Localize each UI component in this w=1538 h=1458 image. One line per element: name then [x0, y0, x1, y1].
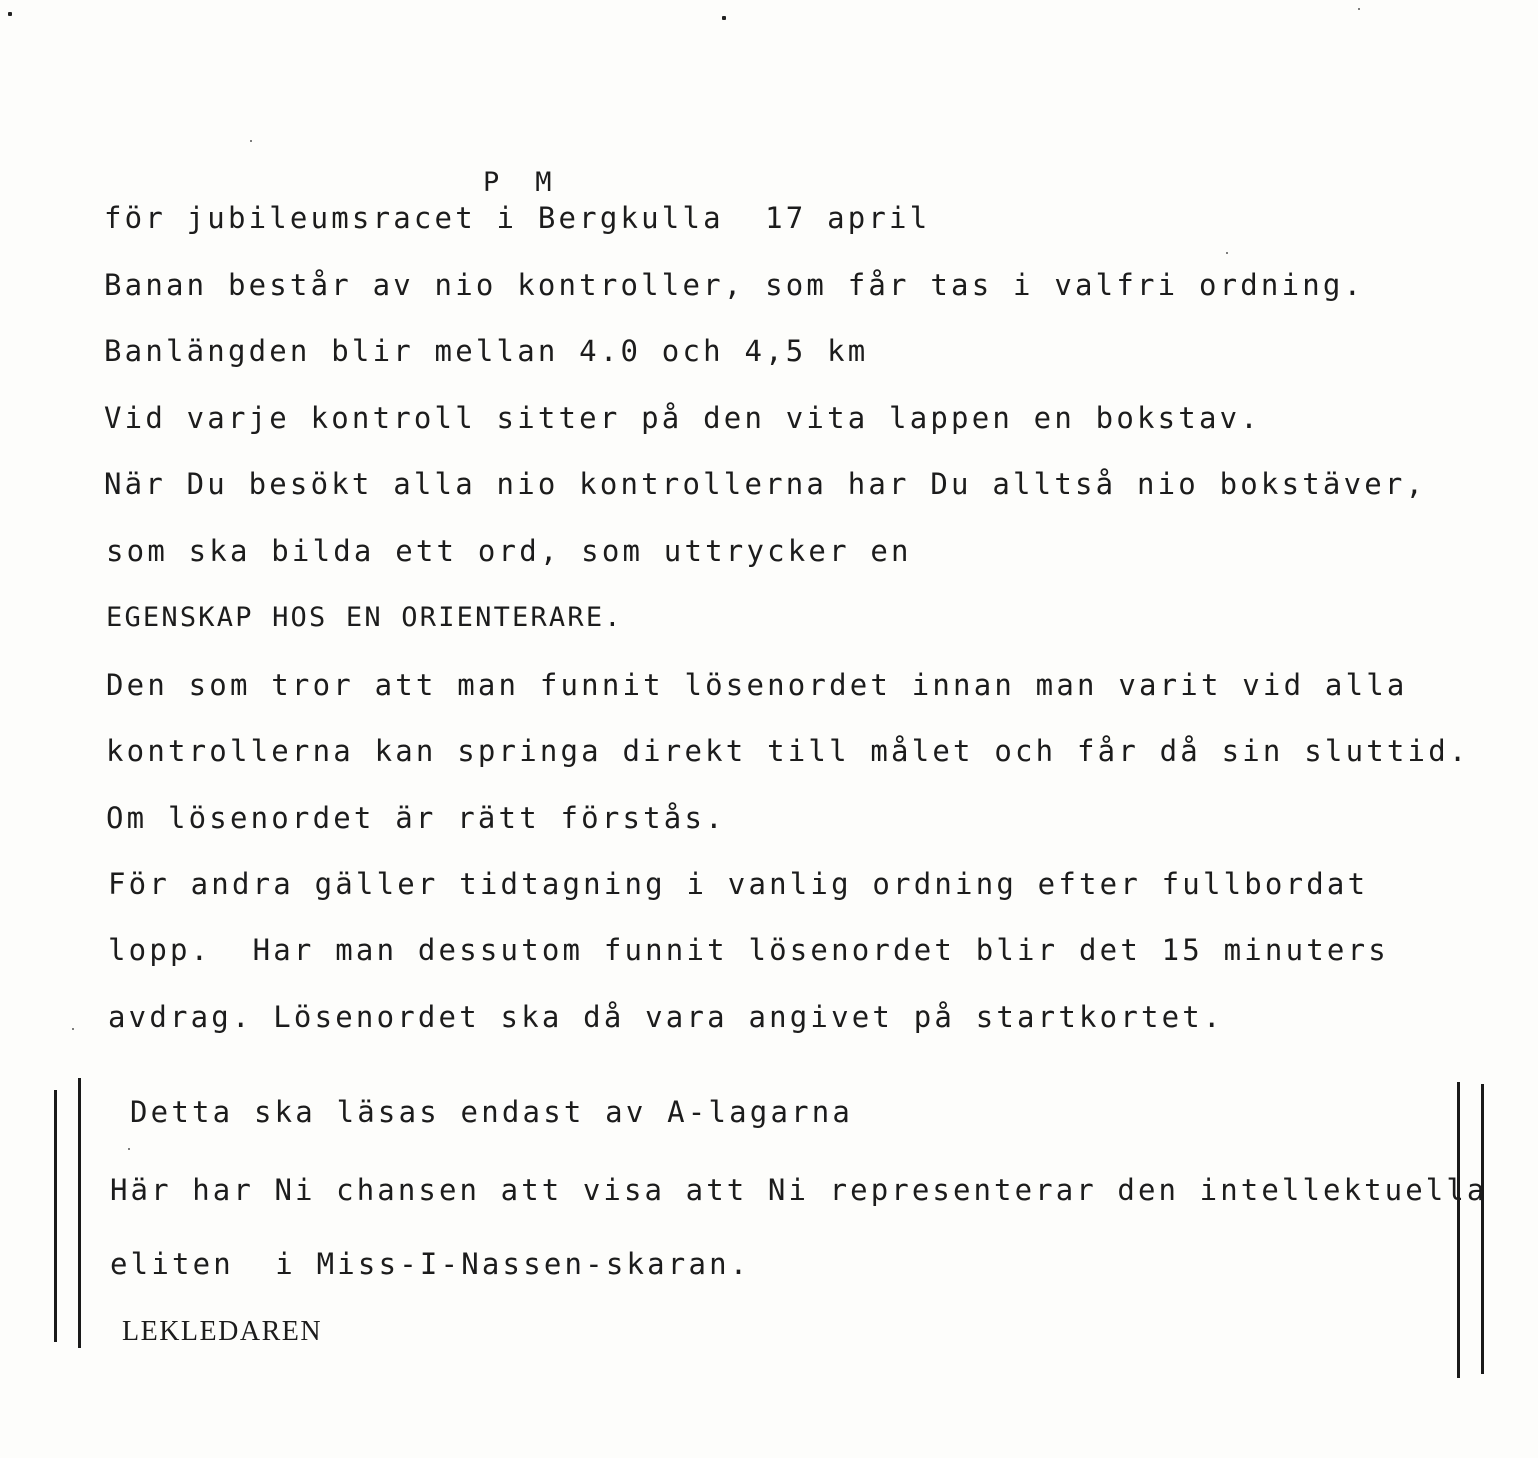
speck-mark: [1358, 8, 1360, 10]
body-line-12: lopp. Har man dessutom funnit lösenordet blir det 15 minuters: [108, 933, 1389, 967]
speck-mark: [1226, 252, 1228, 254]
speck-mark: [8, 12, 12, 16]
boxed-line-1: Detta ska läsas endast av A-lagarna: [130, 1095, 854, 1129]
body-line-11: För andra gäller tidtagning i vanlig ordning efter fullbordat: [108, 867, 1369, 901]
body-line-5: När Du besökt alla nio kontrollerna har Du alltså nio bokstäver,: [104, 467, 1427, 501]
left-rule-outer: [54, 1090, 57, 1342]
heading-letter-m: M: [535, 167, 552, 198]
signature: LEKLEDAREN: [122, 1316, 323, 1347]
body-line-8: Den som tror att man funnit lösenordet innan man varit vid alla: [106, 668, 1408, 702]
body-line-7: EGENSKAP HOS EN ORIENTERARE.: [106, 602, 623, 633]
body-line-9: kontrollerna kan springa direkt till målet och får då sin sluttid.: [106, 734, 1470, 768]
body-line-3: Banlängden blir mellan 4.0 och 4,5 km: [104, 334, 869, 368]
left-rule-inner: [78, 1078, 81, 1348]
body-line-6: som ska bilda ett ord, som uttrycker en: [106, 534, 912, 568]
speck-mark: [72, 1028, 74, 1030]
right-rule-inner: [1457, 1082, 1460, 1378]
right-rule-outer: [1481, 1084, 1484, 1374]
body-line-2: Banan består av nio kontroller, som får tas i valfri ordning.: [104, 268, 1365, 302]
boxed-line-3: eliten i Miss-I-Nassen-skaran.: [110, 1247, 751, 1281]
heading-letter-p: P: [483, 167, 500, 198]
body-line-13: avdrag. Lösenordet ska då vara angivet på startkortet.: [108, 1000, 1224, 1034]
speck-mark: [250, 140, 252, 142]
body-line-4: Vid varje kontroll sitter på den vita lappen en bokstav.: [104, 401, 1261, 435]
speck-mark: [722, 16, 726, 20]
speck-mark: [128, 1148, 130, 1150]
body-line-10: Om lösenordet är rätt förstås.: [106, 801, 726, 835]
boxed-line-2: Här har Ni chansen att visa att Ni representerar den intellektuella: [110, 1173, 1488, 1207]
body-line-1: för jubileumsracet i Bergkulla 17 april: [104, 201, 931, 235]
